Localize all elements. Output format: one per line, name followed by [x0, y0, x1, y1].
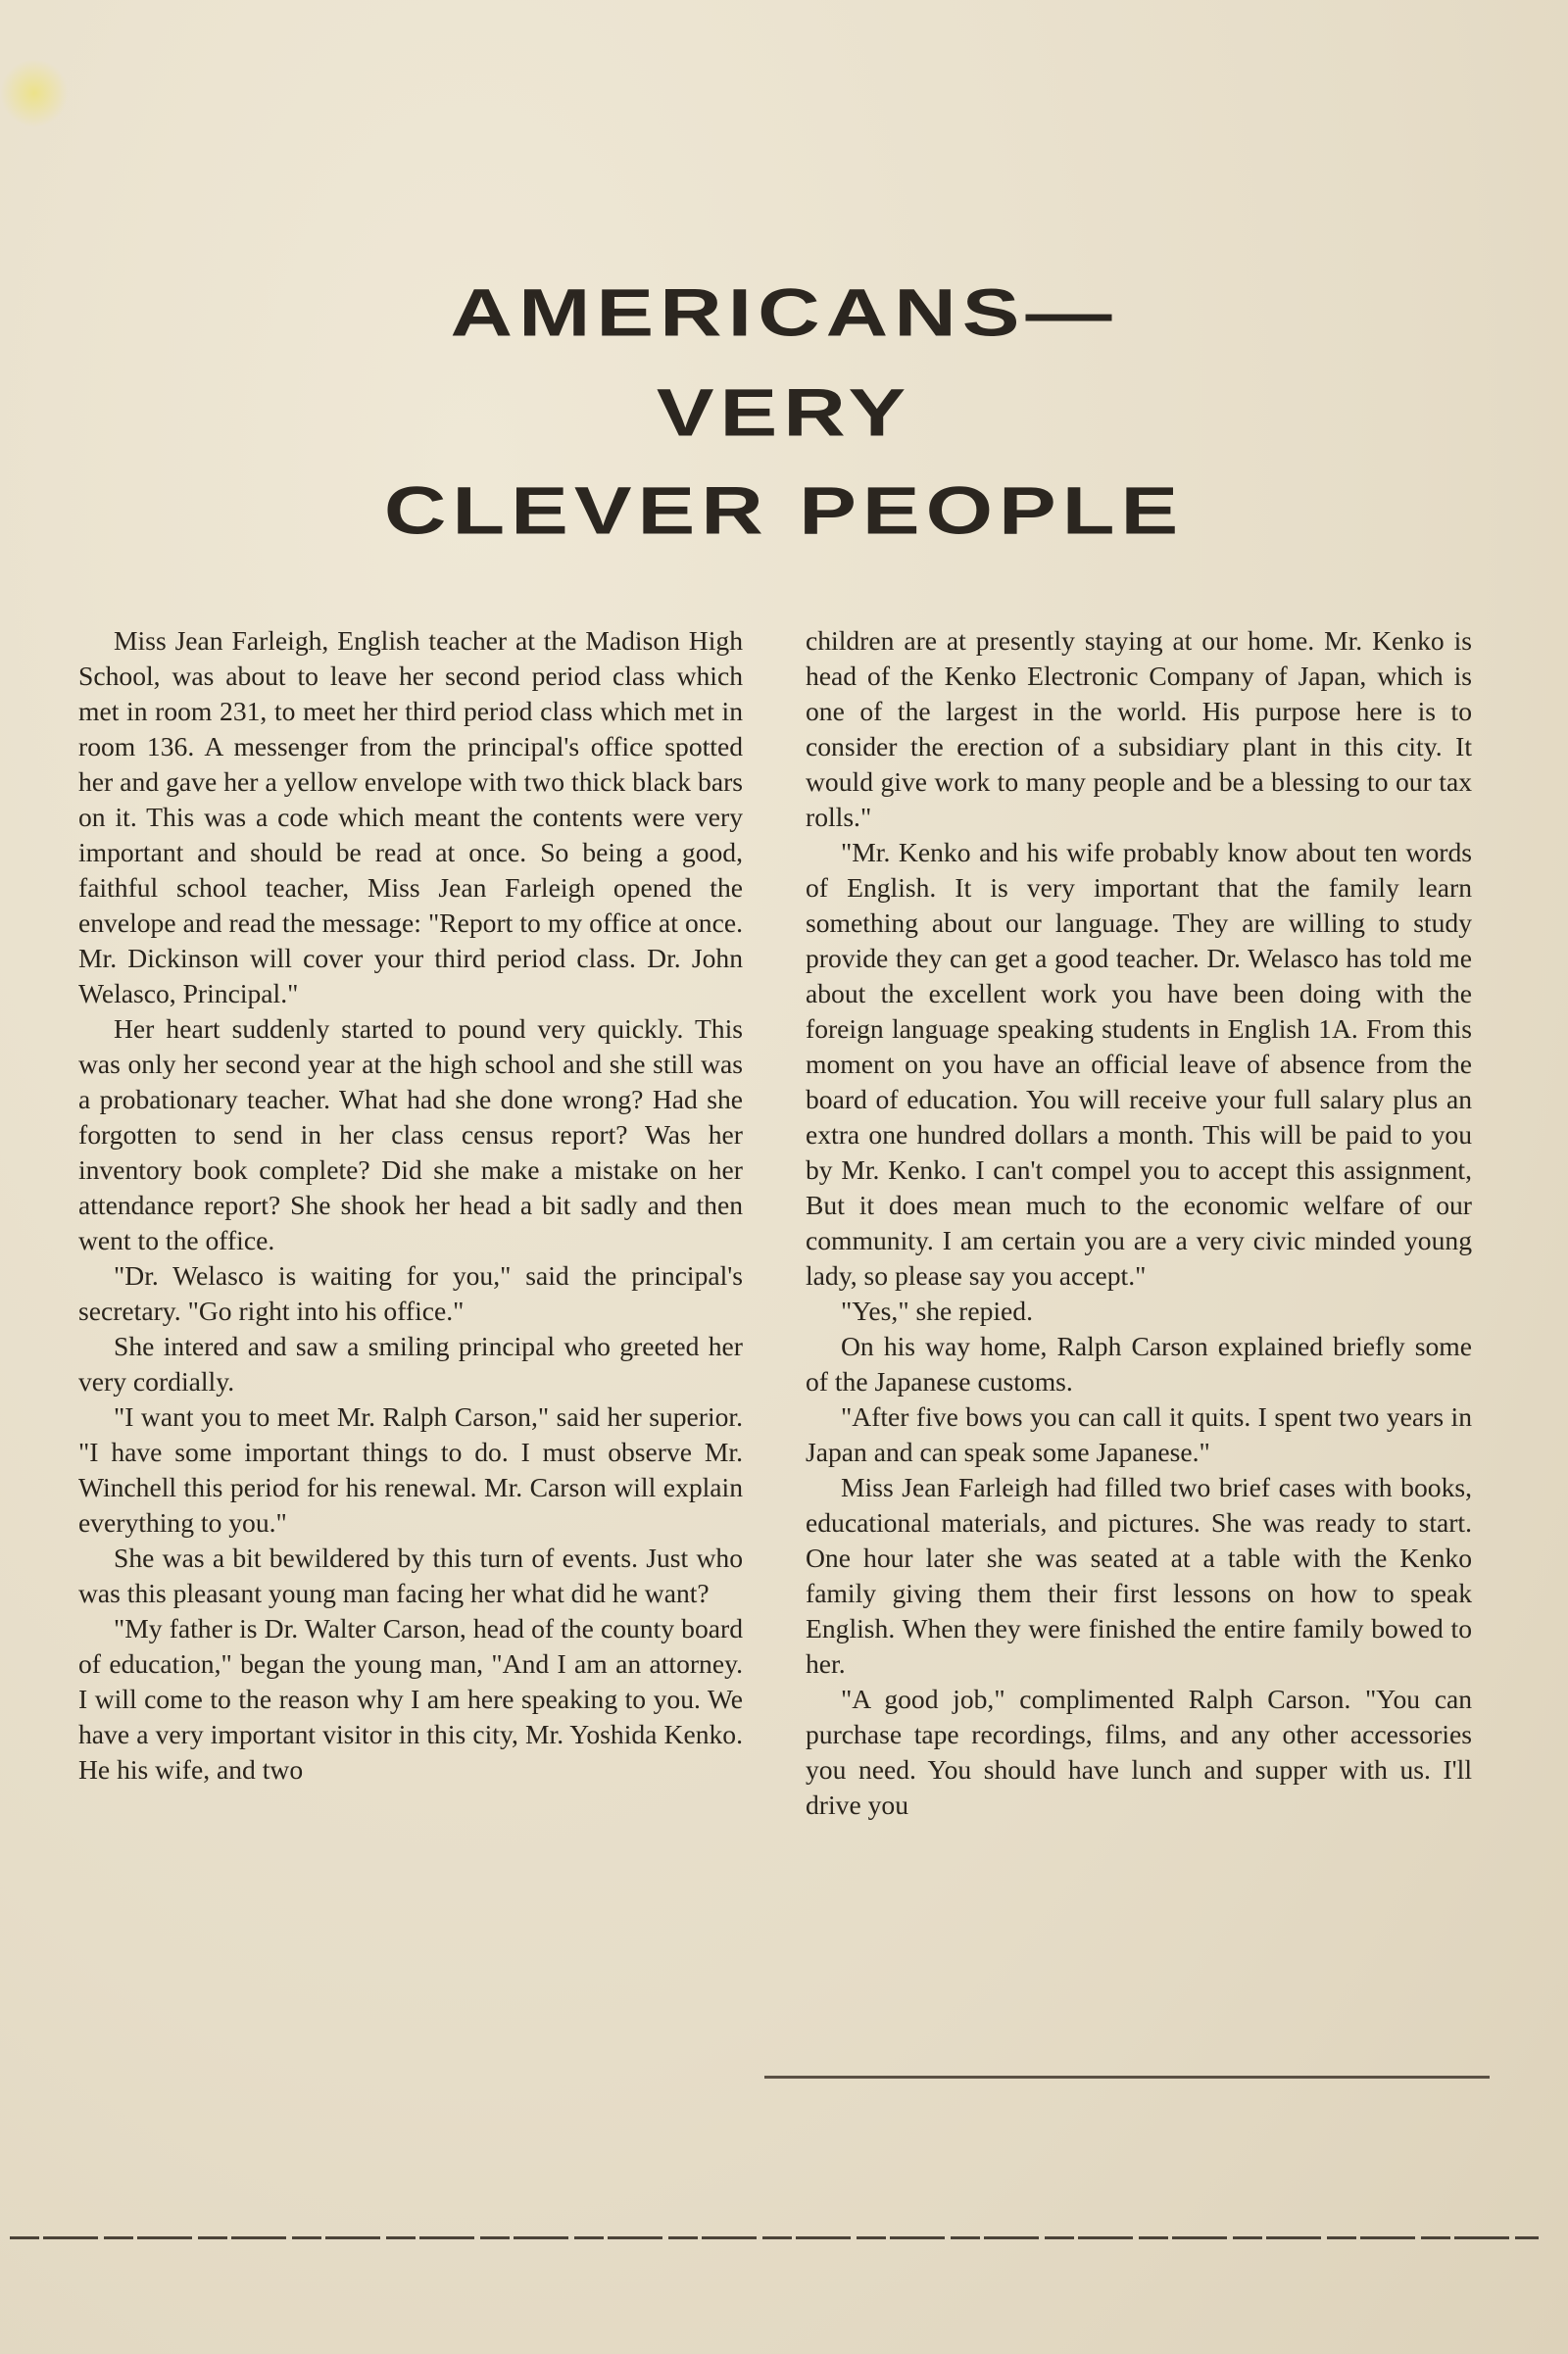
article-title-line-1: AMERICANS—	[450, 274, 1118, 351]
paragraph: "My father is Dr. Walter Carson, head of the county board of education," began the young man, "And I am an attorney. I will come to the reason why I am here speaking to you. We have a very important visitor in this city, Mr. Yoshida Kenko. He his wife, and two	[78, 1613, 743, 1785]
paragraph: "A good job," complimented Ralph Carson. "You can purchase tape recordings, films, and any other accessories you need. You should have lunch and supper with us. I'll drive you	[806, 1684, 1472, 1820]
paragraph-continued: children are at presently staying at our home. Mr. Kenko is head of the Kenko Electronic Company of Japan, which is one of the largest in the world. His purpose here is to consider the erection of a subsidiary plant in this city. It would give work to many people and be a blessing to our tax rolls."	[806, 625, 1472, 832]
right-text-column	[806, 623, 1472, 1823]
paragraph: "Yes," she repied.	[841, 1296, 1033, 1326]
column-end-rule	[764, 2076, 1490, 2079]
article-title-line-3: CLEVER PEOPLE	[383, 472, 1185, 549]
article-title-line-2: VERY	[656, 374, 912, 451]
page-bottom-rule	[10, 2236, 1539, 2239]
paragraph: "After five bows you can call it quits. I spent two years in Japan and can speak some Japanese."	[806, 1401, 1472, 1467]
left-text-column	[78, 623, 743, 1788]
paragraph: "I want you to meet Mr. Ralph Carson," said her superior. "I have some important things to do. I must observe Mr. Winchell this period for his renewal. Mr. Carson will explain everything to you."	[78, 1401, 743, 1538]
paper-stain	[0, 59, 69, 127]
paragraph: "Dr. Welasco is waiting for you," said the principal's secretary. "Go right into his office."	[78, 1260, 743, 1326]
paragraph: Her heart suddenly started to pound very quickly. This was only her second year at the high school and she still was a probationary teacher. What had she done wrong? Had she forgotten to send in her class census report? Was her inventory book complete? Did she make a mistake on her attendance report? She shook her head a bit sadly and then went to the office.	[78, 1013, 743, 1255]
paragraph: She intered and saw a smiling principal who greeted her very cordially.	[78, 1331, 743, 1397]
paragraph: Miss Jean Farleigh had filled two brief cases with books, educational materials, and pictures. She was ready to start. One hour later she was seated at a table with the Kenko family giving them their first lessons on how to speak English. When they were finished the entire family bowed to her.	[806, 1472, 1472, 1679]
paragraph: Miss Jean Farleigh, English teacher at the Madison High School, was about to leave her second period class which met in room 231, to meet her third period class which met in room 136. A messenger from the principal's office spotted her and gave her a yellow envelope with two thick black bars on it. This was a code which meant the contents were very important and should be read at once. So being a good, faithful school teacher, Miss Jean Farleigh opened the envelope and read the message: "Report to my office at once. Mr. Dickinson will cover your third period class. Dr. John Welasco, Principal."	[78, 625, 743, 1008]
paragraph: "Mr. Kenko and his wife probably know about ten words of English. It is very important that the family learn something about our language. They are willing to study provide they can get a good teacher. Dr. Welasco has told me about the excellent work you have been doing with the foreign language speaking students in English 1A. From this moment on you have an official leave of absence from the board of education. You will receive your full salary plus an extra one hundred dollars a month. This will be paid to you by Mr. Kenko. I can't compel you to accept this assignment, But it does mean much to the economic welfare of our community. I am certain you are a very civic minded young lady, so please say you accept."	[806, 837, 1472, 1291]
paragraph: On his way home, Ralph Carson explained briefly some of the Japanese customs.	[806, 1331, 1472, 1397]
paragraph: She was a bit bewildered by this turn of events. Just who was this pleasant young man facing her what did he want?	[78, 1543, 743, 1608]
